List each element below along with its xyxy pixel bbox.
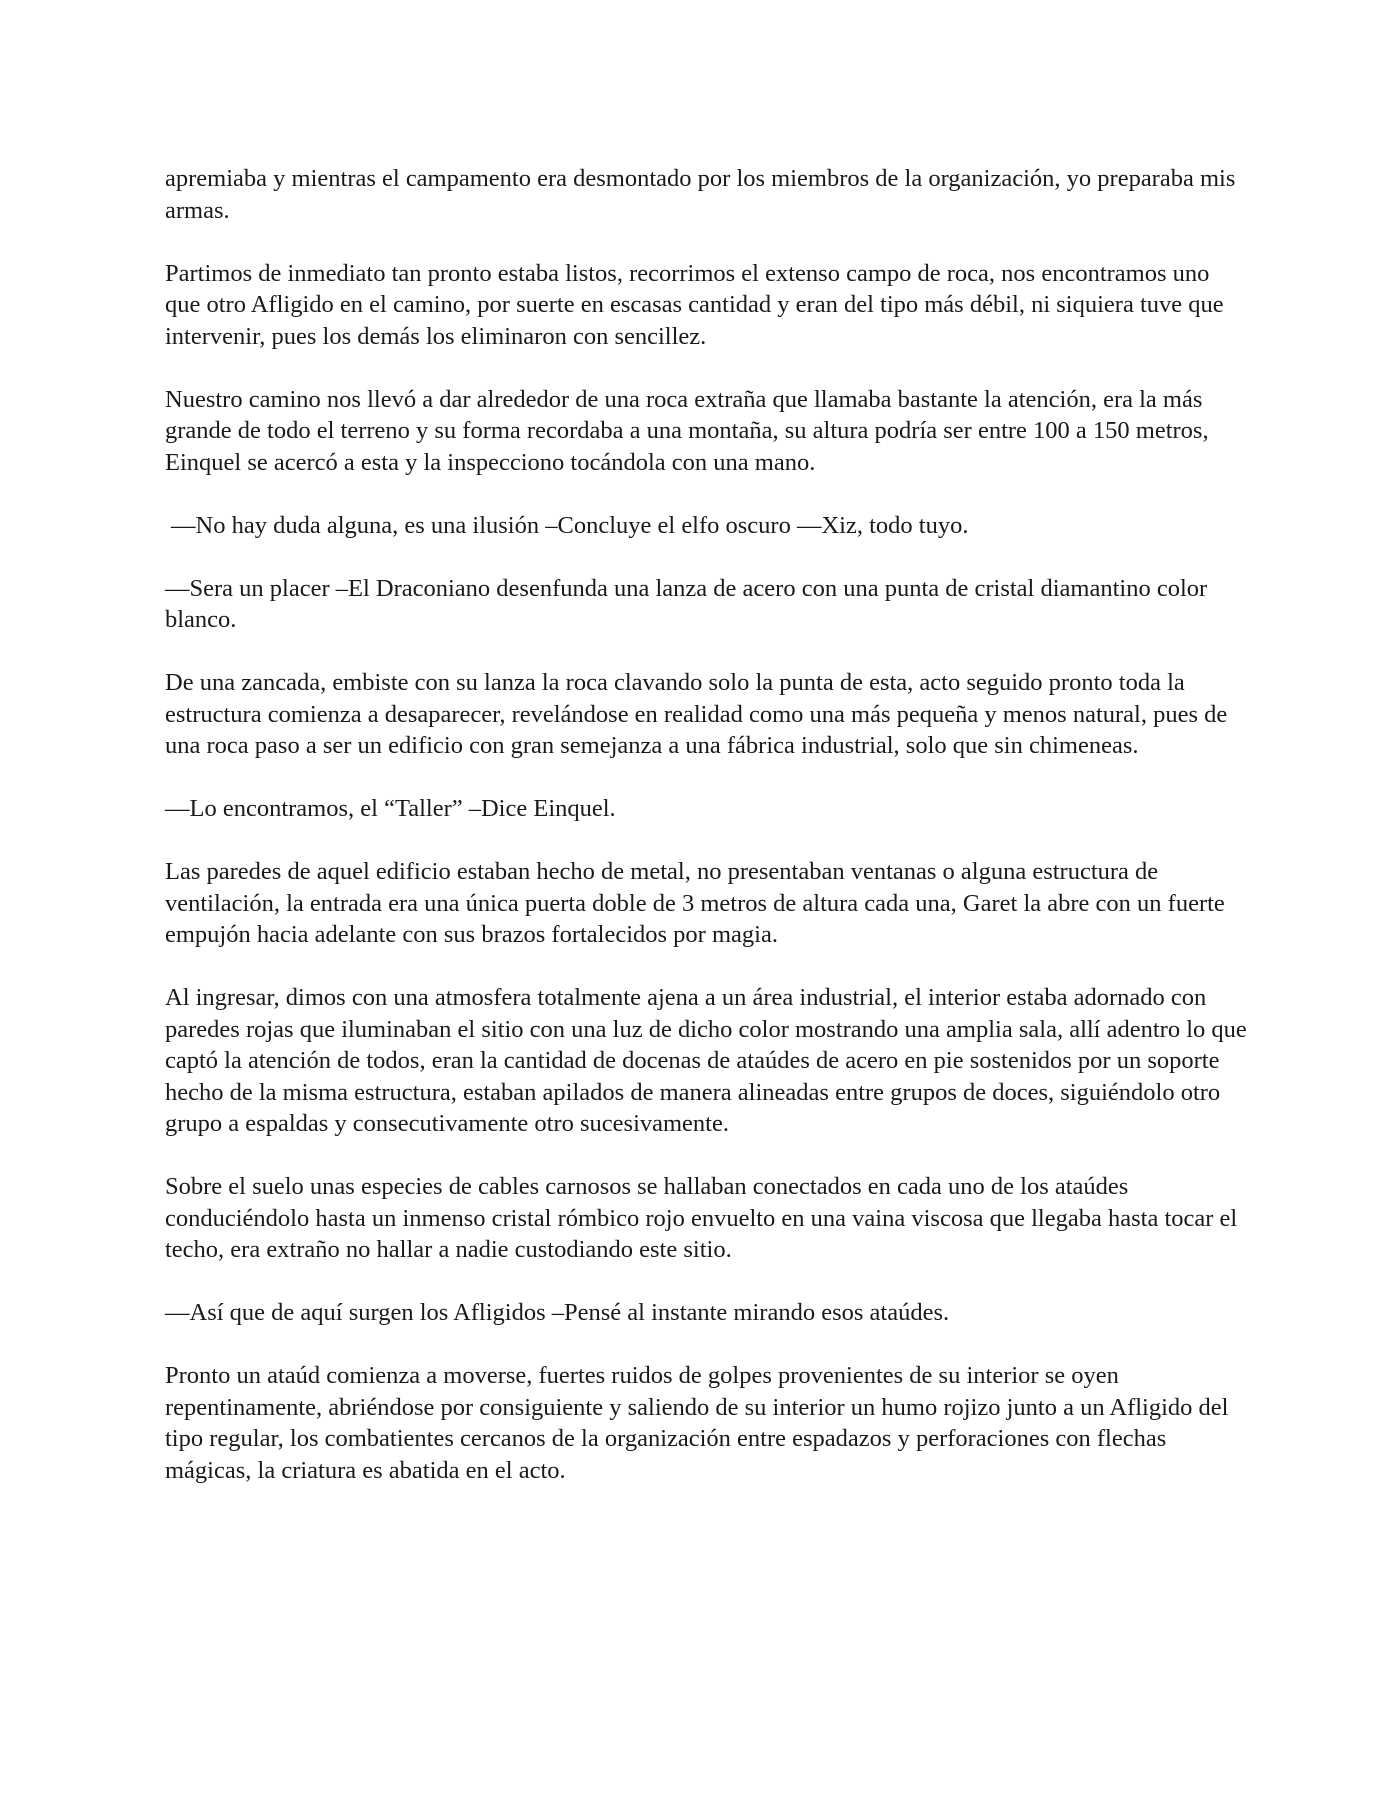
paragraph-3: Nuestro camino nos llevó a dar alrededor de una roca extraña que llamaba bastante la atención, era la más grande de todo el terreno y su forma recordaba a una montaña, su altura podría ser entre 100 a 150 metros, Einquel se acercó a esta y la inspecciono tocándola con una mano. — [165, 385, 1209, 476]
dialogue-line-3: —Lo encontramos, el “Taller” –Dice Einquel. — [165, 795, 616, 822]
dialogue-line-2: —Sera un placer –El Draconiano desenfunda una lanza de acero con una punta de cristal diamantino color blanco. — [165, 574, 1208, 633]
paragraph-1: apremiaba y mientras el campamento era desmontado por los miembros de la organización, yo preparaba mis armas. — [165, 165, 1236, 224]
dialogue-line-4: —Así que de aquí surgen los Afligidos –Pensé al instante mirando esos ataúdes. — [165, 1299, 950, 1326]
paragraph-5: Las paredes de aquel edificio estaban hecho de metal, no presentaban ventanas o alguna estructura de ventilación, la entrada era una única puerta doble de 3 metros de altura cada una, Garet la abre con un fuerte empujón hacia adelante con sus brazos fortalecidos por magia. — [165, 858, 1225, 948]
paragraph-4: De una zancada, embiste con su lanza la roca clavando solo la punta de esta, acto seguido pronto toda la estructura comienza a desaparecer, revelándose en realidad como una más pequeña y menos natural, pues de una roca paso a ser un edificio con gran semejanza a una fábrica industrial, solo que sin chimeneas. — [165, 669, 1228, 759]
dialogue-line-1: —No hay duda alguna, es una ilusión –Concluye el elfo oscuro —Xiz, todo tuyo. — [171, 511, 969, 539]
paragraph-2: Partimos de inmediato tan pronto estaba listos, recorrimos el extenso campo de roca, nos encontramos uno que otro Afligido en el camino, por suerte en escasas cantidad y eran del tipo más débil, ni siquiera tuve que intervenir, pues los demás los eliminaron con sencillez. — [165, 259, 1224, 350]
document-body — [165, 163, 1250, 1518]
paragraph-7: Sobre el suelo unas especies de cables carnosos se hallaban conectados en cada uno de los ataúdes conduciéndolo hasta un inmenso cristal rómbico rojo envuelto en una vaina viscosa que llegaba hasta tocar el techo, era extraño no hallar a nadie custodiando este sitio. — [165, 1173, 1238, 1263]
paragraph-6: Al ingresar, dimos con una atmosfera totalmente ajena a un área industrial, el interior estaba adornado con paredes rojas que iluminaban el sitio con una luz de dicho color mostrando una amplia sala, allí adentro lo que captó la atención de todos, eran la cantidad de docenas de ataúdes de acero en pie sostenidos por un soporte hecho de la misma estructura, estaban apilados de manera alineadas entre grupos de doces, siguiéndolo otro grupo a espaldas y consecutivamente otro sucesivamente. — [165, 984, 1247, 1137]
paragraph-8: Pronto un ataúd comienza a moverse, fuertes ruidos de golpes provenientes de su interior se oyen repentinamente, abriéndose por consiguiente y saliendo de su interior un humo rojizo junto a un Afligido del tipo regular, los combatientes cercanos de la organización entre espadazos y perforaciones con flechas mágicas, la criatura es abatida en el acto. — [165, 1362, 1229, 1484]
